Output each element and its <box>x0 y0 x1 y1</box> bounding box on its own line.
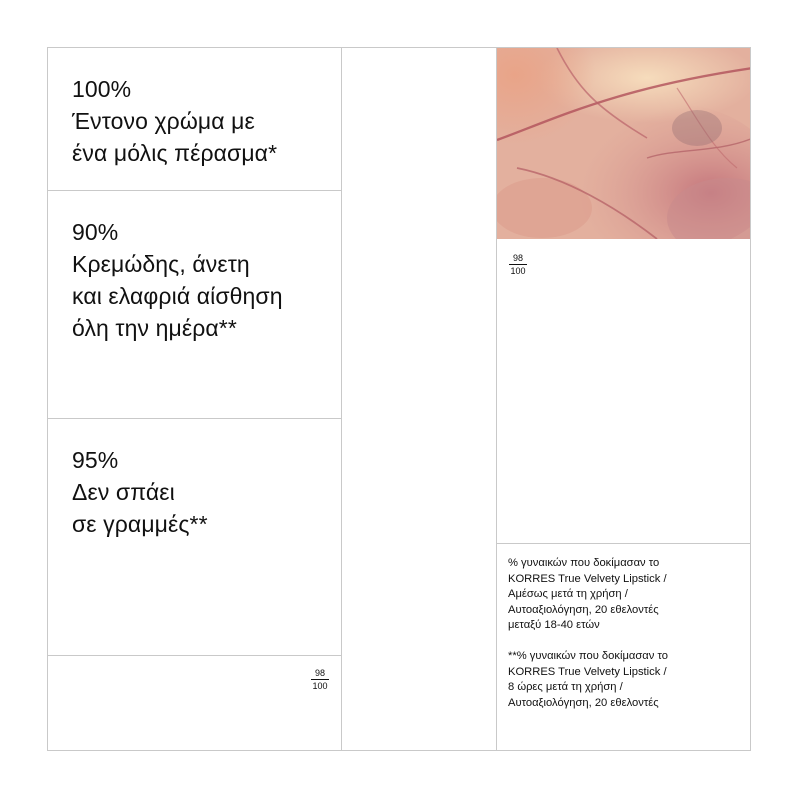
page-total: 100 <box>510 266 526 276</box>
stat-description: Κρεμώδης, άνετη και ελαφριά αίσθηση όλη την ημέρα** <box>72 251 283 341</box>
page-frame <box>47 47 751 751</box>
footnotes <box>497 543 750 750</box>
page-number <box>509 253 527 276</box>
stat-description: Έντονο χρώμα με ένα μόλις πέρασμα* <box>72 108 278 166</box>
stat-description: Δεν σπάει σε γραμμές** <box>72 479 208 537</box>
stat-value: 100% <box>72 76 132 102</box>
page-current: 98 <box>311 668 329 680</box>
page-current: 98 <box>509 253 527 265</box>
stat-cell-comfort <box>48 191 341 419</box>
stat-cell-no-cracks <box>48 419 341 656</box>
footnote-immediate: % γυναικών που δοκίμασαν το KORRES True Velvety Lipstick / Αμέσως μετά τη χρήση / Αυτοαξιολόγηση, 20 εθελοντές μεταξύ 18-40 ετών <box>508 557 667 632</box>
stat-value: 95% <box>72 447 119 473</box>
stat-cell-color <box>48 48 341 191</box>
left-column <box>48 48 342 750</box>
footnote-8-hours: **% γυναικών που δοκίμασαν το KORRES True Velvety Lipstick / 8 ώρες μετά τη χρήση / Αυτοαξιολόγηση, 20 εθελοντές <box>508 649 668 709</box>
middle-column <box>342 48 497 750</box>
page-total: 100 <box>312 681 328 691</box>
right-column <box>497 48 750 750</box>
texture-illustration <box>497 48 750 239</box>
lipstick-texture-photo <box>497 48 750 239</box>
page-number <box>311 668 329 691</box>
stat-value: 90% <box>72 219 119 245</box>
